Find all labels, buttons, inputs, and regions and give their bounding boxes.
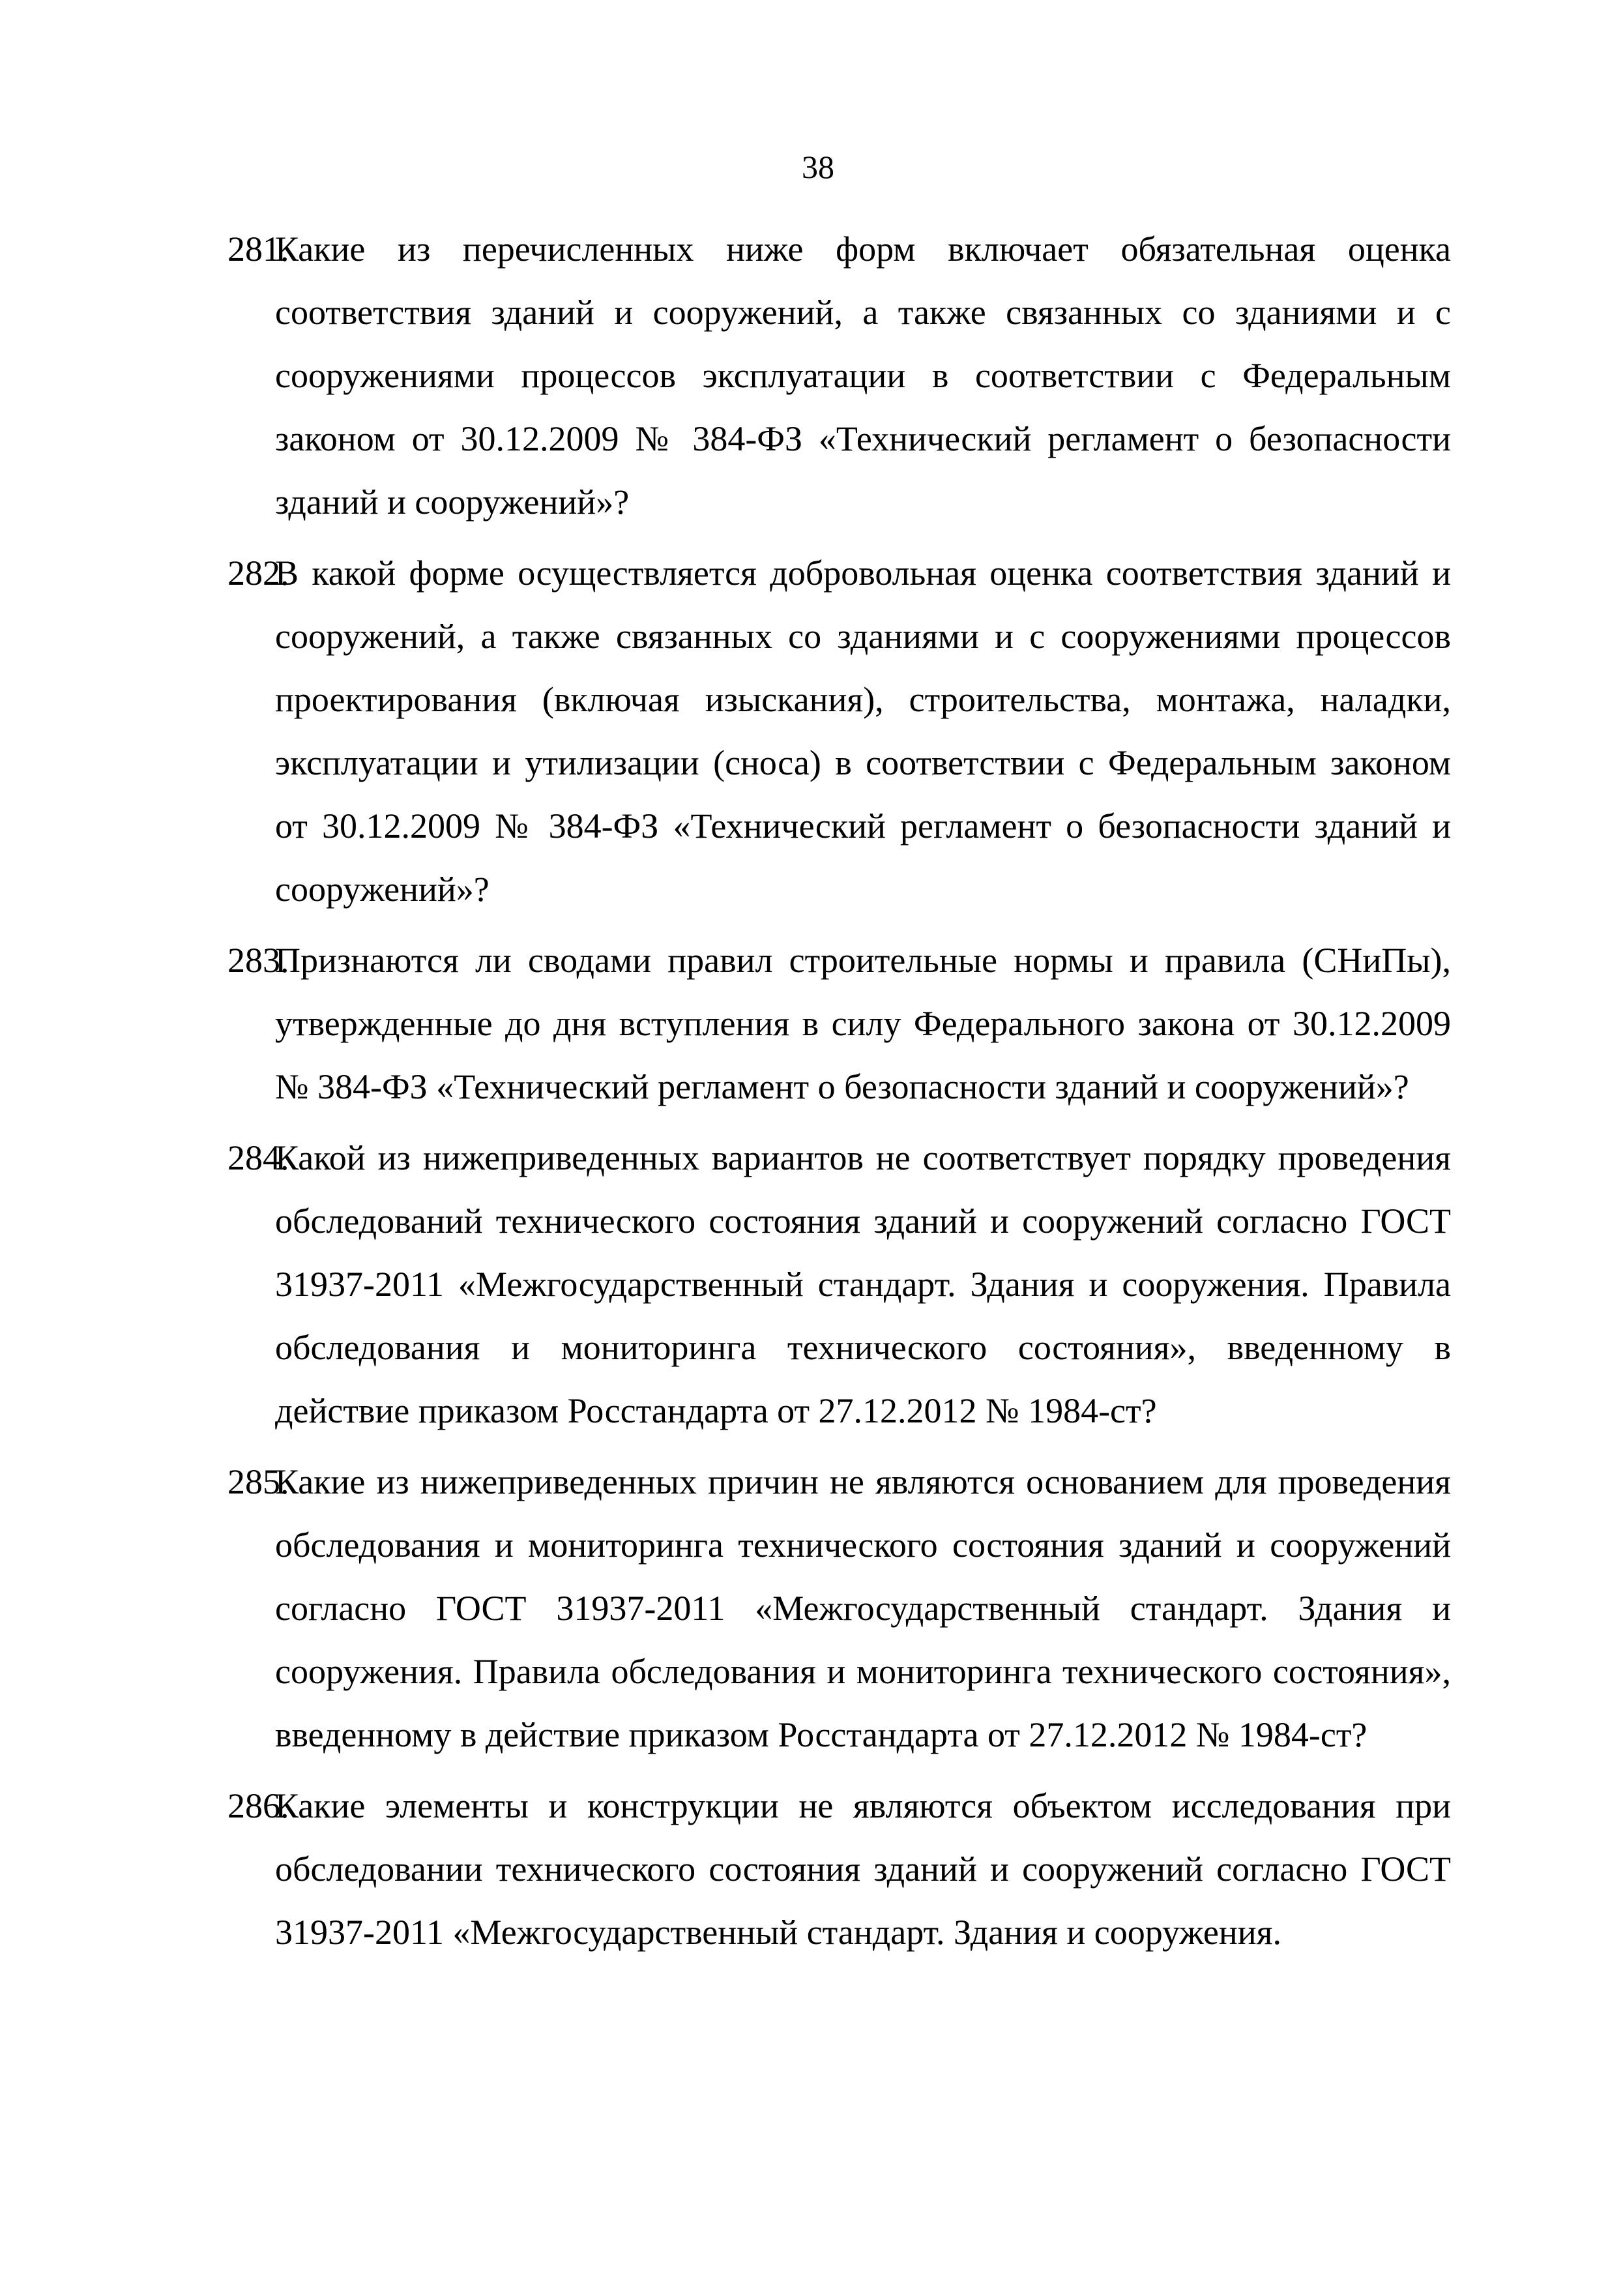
page-number: 38 — [802, 149, 834, 185]
question-text: Какие из перечисленных ниже форм включает обязательная оценка соответствия зданий и сооружений, а также связанных со зданиями и с сооружениями процессов эксплуатации в соответствии с Федеральным законом от 30.12.2009 № 384-ФЗ «Технический регламент о безопасности зданий и сооружений»? — [275, 229, 1451, 522]
question-285 — [227, 1450, 1451, 1767]
question-text: В какой форме осуществляется добровольная оценка соответствия зданий и сооружений, а также связанных со зданиями и с сооружениями процессов проектирования (включая изыскания), строительства, монтажа, наладки, эксплуатации и утилизации (сноса) в соответствии с Федеральным законом от 30.12.2009 № 384-ФЗ «Технический регламент о безопасности зданий и сооружений»? — [275, 553, 1451, 909]
question-list — [227, 218, 1451, 1972]
question-text: Какие элементы и конструкции не являются объектом исследования при обследовании технического состояния зданий и сооружений согласно ГОСТ 31937-2011 «Межгосударственный стандарт. Здания и сооружения. — [275, 1786, 1451, 1952]
question-number: 286. — [227, 1786, 289, 1825]
question-281 — [227, 218, 1451, 534]
question-text: Какие из нижеприведенных причин не являются основанием для проведения обследования и мониторинга технического состояния зданий и сооружений согласно ГОСТ 31937-2011 «Межгосударственный стандарт. Здания и сооружения. Правила обследования и мониторинга технического состояния», введенному в действие приказом Росстандарта от 27.12.2012 № 1984-ст? — [275, 1462, 1451, 1754]
question-286 — [227, 1774, 1451, 1964]
question-text: Какой из нижеприведенных вариантов не соответствует порядку проведения обследований технического состояния зданий и сооружений согласно ГОСТ 31937-2011 «Межгосударственный стандарт. Здания и сооружения. Правила обследования и мониторинга технического состояния», введенному в действие приказом Росстандарта от 27.12.2012 № 1984-ст? — [275, 1138, 1451, 1430]
question-text: Признаются ли сводами правил строительные нормы и правила (СНиПы), утвержденные до дня вступления в силу Федерального закона от 30.12.2009 № 384-ФЗ «Технический регламент о безопасности зданий и сооружений»? — [275, 941, 1451, 1106]
question-number: 283. — [227, 941, 289, 980]
question-number: 285. — [227, 1462, 289, 1501]
question-283 — [227, 929, 1451, 1119]
question-number: 282. — [227, 553, 289, 593]
question-284 — [227, 1126, 1451, 1443]
question-number: 284. — [227, 1138, 289, 1177]
question-number: 281. — [227, 229, 289, 269]
question-282 — [227, 542, 1451, 921]
